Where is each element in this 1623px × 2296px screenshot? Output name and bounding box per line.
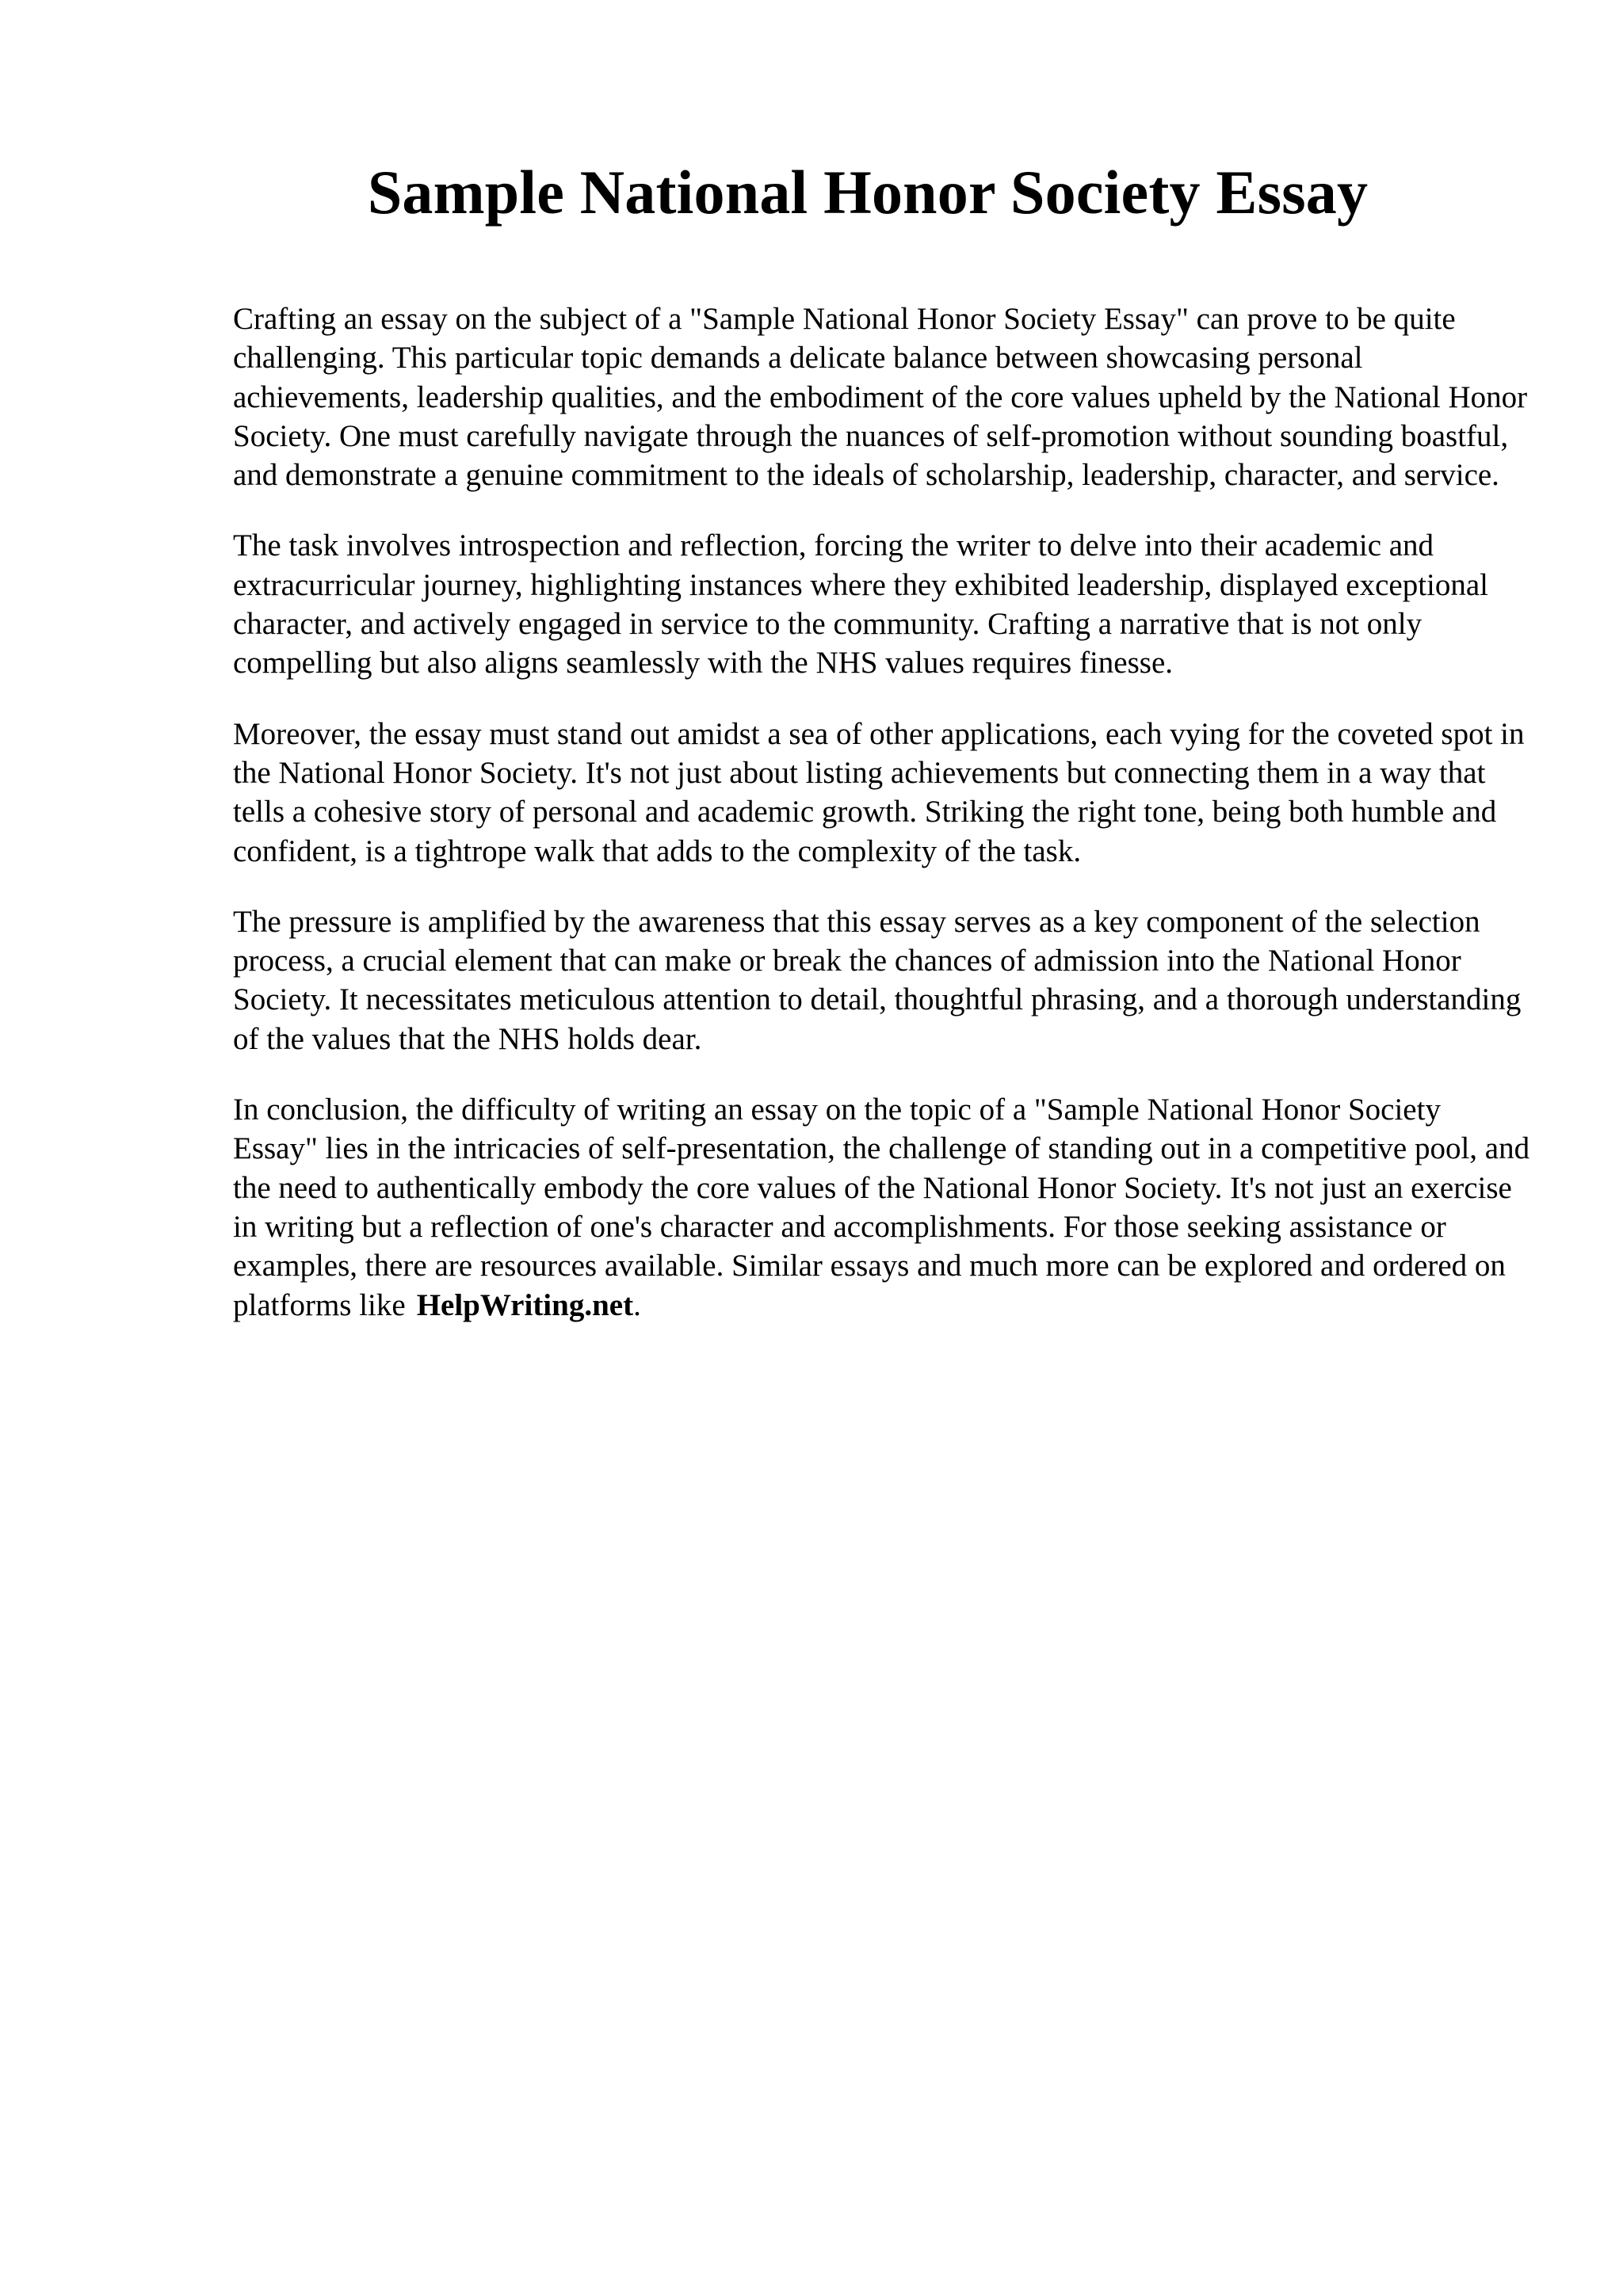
paragraph-conclusion xyxy=(233,1090,1533,1325)
conclusion-period: . xyxy=(633,1287,641,1322)
paragraph-1: Crafting an essay on the subject of a "Sample National Honor Society Essay" can prove to be quite challenging. This particular topic demands a delicate balance between showcasing personal achievements, leadership qualities, and the embodiment of the core values upheld by the National Honor Society. One must carefully navigate through the nuances of self-promotion without sounding boastful, and demonstrate a genuine commitment to the ideals of scholarship, leadership, character, and service. xyxy=(233,302,1528,493)
essay-body xyxy=(233,299,1533,1356)
helpwriting-link[interactable]: HelpWriting.net xyxy=(416,1287,634,1322)
paragraph-4: The pressure is amplified by the awareness that this essay serves as a key component of the selection process, a crucial element that can make or break the chances of admission into the National Honor Society. It necessitates meticulous attention to detail, thoughtful phrasing, and a thorough understanding of the values that the NHS holds dear. xyxy=(233,904,1522,1056)
paragraph-3: Moreover, the essay must stand out amidst a sea of other applications, each vying for the coveted spot in the National Honor Society. It's not just about listing achievements but connecting them in a way that tells a cohesive story of personal and academic growth. Striking the right tone, being both humble and confident, is a tightrope walk that adds to the complexity of the task. xyxy=(233,716,1525,868)
conclusion-text: In conclusion, the difficulty of writing an essay on the topic of a "Sample National Honor Society Essay" lies in the intricacies of self-presentation, the challenge of standing out in a competitive pool, and the need to authentically embody the core values of the National Honor Society. It's not just an exercise in writing but a reflection of one's character and accomplishments. For those seeking assistance or examples, there are resources available. Similar essays and much more can be explored and ordered on platforms like xyxy=(233,1093,1530,1322)
paragraph-2: The task involves introspection and reflection, forcing the writer to delve into their academic and extracurricular journey, highlighting instances where they exhibited leadership, displayed exceptional character, and actively engaged in service to the community. Crafting a narrative that is not only compelling but also aligns seamlessly with the NHS values requires finesse. xyxy=(233,528,1489,681)
page-title: Sample National Honor Society Essay xyxy=(367,158,1369,227)
